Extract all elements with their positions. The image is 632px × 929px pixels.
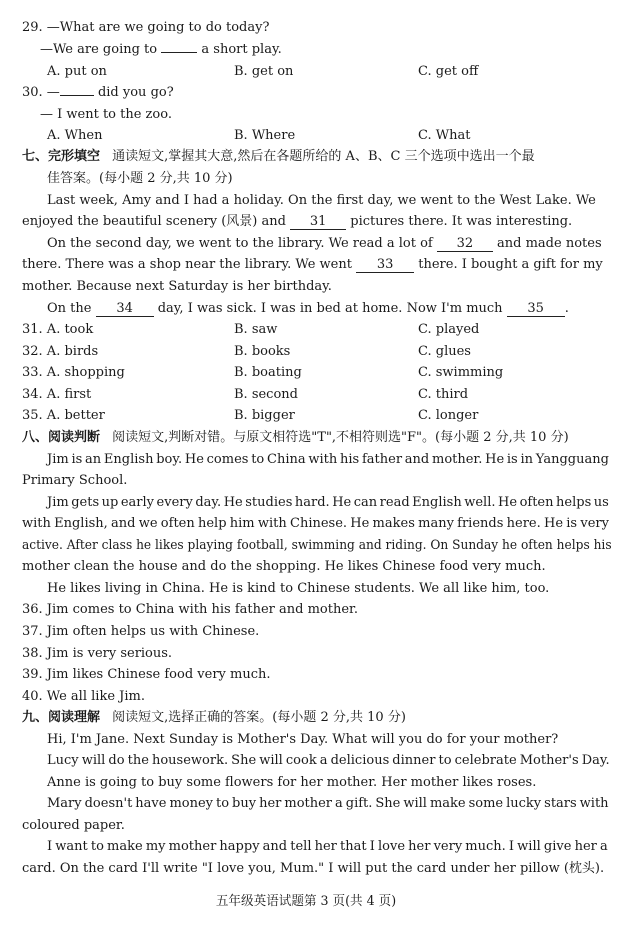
sec9-passage-line: Hi, I'm Jane. Next Sunday is Mother's Day. What will you do for your mother? (47, 732, 559, 747)
q30-option-c: C. What (418, 128, 471, 143)
sec7-instruction: 通读短文,掌握其大意,然后在各题所给的 A、B、C 三个选项中选出一个最 (112, 149, 535, 164)
option-c: C. glues (418, 344, 471, 359)
sec7-passage-line (22, 256, 603, 274)
judgement-question: 39. Jim likes Chinese food very much. (22, 667, 271, 682)
option-b: B. saw (234, 322, 278, 337)
q30-option-b: B. Where (234, 128, 296, 143)
option-b: B. second (234, 387, 298, 402)
sec7-passage-line: Last week, Amy and I had a holiday. On the first day, we went to the West Lake. We (47, 193, 596, 208)
passage-text: there. I bought a gift for my (418, 257, 603, 272)
sec8-heading-line (22, 429, 569, 447)
sec7-heading-line (22, 148, 535, 166)
sec9-heading: 九、阅读理解 (22, 710, 101, 725)
q29-answer-pre: —We are going to (40, 42, 158, 57)
judgement-question: 40. We all like Jim. (22, 689, 145, 704)
sec9-heading-line (22, 709, 406, 727)
q30-option-a: A. When (47, 128, 103, 143)
passage-text: On the second day, we went to the library. We read a lot of (47, 236, 433, 251)
sec7-instruction-2: 佳答案。(每小题 2 分,共 10 分) (47, 171, 233, 186)
sec7-passage-line (47, 300, 569, 318)
option-a: 31. A. took (22, 322, 94, 337)
option-a: 35. A. better (22, 408, 105, 423)
sec8-passage-line: He likes living in China. He is kind to Chinese students. We all like him, too. (47, 581, 550, 596)
passage-text: enjoyed the beautiful scenery (风景) and (22, 214, 286, 229)
option-b: B. books (234, 344, 291, 359)
blank-31: 31 (290, 215, 346, 230)
option-c: C. swimming (418, 365, 504, 380)
q30-num: 30. — (22, 85, 60, 100)
option-c: C. played (418, 322, 480, 337)
passage-text: day, I was sick. I was in bed at home. Now I'm much (157, 301, 503, 316)
q29-option-b: B. get on (234, 64, 294, 79)
q29-blank (161, 52, 197, 53)
sec9-passage-line: coloured paper. (22, 818, 125, 833)
q29-answer-line (40, 41, 282, 59)
sec8-instruction: 阅读短文,判断对错。与原文相符选"T",不相符则选"F"。(每小题 2 分,共 10 分) (112, 430, 569, 445)
option-b: B. bigger (234, 408, 295, 423)
blank-35: 35 (507, 302, 565, 317)
sec8-passage-line: Jim gets up early every day. He studies hard. He can read English well. He often helps us (47, 495, 609, 510)
q30-post: did you go? (97, 85, 174, 100)
option-a: 33. A. shopping (22, 365, 125, 380)
judgement-question: 36. Jim comes to China with his father and mother. (22, 602, 358, 617)
q30-blank (60, 95, 94, 96)
judgement-question: 37. Jim often helps us with Chinese. (22, 624, 260, 639)
sec9-passage-line: Lucy will do the housework. She will cook a delicious dinner to celebrate Mother's Day. (47, 753, 610, 768)
judgement-question: 38. Jim is very serious. (22, 646, 173, 661)
option-a: 34. A. first (22, 387, 92, 402)
sec9-passage-line: Anne is going to buy some flowers for her mother. Her mother likes roses. (47, 775, 537, 790)
sec8-passage-line: Primary School. (22, 473, 128, 488)
sec9-passage-line: Mary doesn't have money to buy her mother a gift. She will make some lucky stars with (47, 796, 609, 811)
passage-text: there. There was a shop near the library. We went (22, 257, 352, 272)
sec7-passage-line: mother. Because next Saturday is her birthday. (22, 279, 332, 294)
q29-option-c: C. get off (418, 64, 479, 79)
blank-33: 33 (356, 258, 414, 273)
q30-prompt (22, 84, 174, 102)
sec7-passage-line (22, 213, 572, 231)
sec8-passage-line: mother clean the house and do the shopping. He likes Chinese food very much. (22, 559, 546, 574)
passage-text: and made notes (497, 236, 602, 251)
sec8-heading: 八、阅读判断 (22, 430, 101, 445)
passage-text: . (564, 301, 569, 316)
sec9-instruction: 阅读短文,选择正确的答案。(每小题 2 分,共 10 分) (112, 710, 406, 725)
q29-answer-post: a short play. (201, 42, 282, 57)
passage-text: pictures there. It was interesting. (350, 214, 573, 229)
option-c: C. third (418, 387, 469, 402)
sec9-passage-line: I want to make my mother happy and tell her that I love her very much. I will give her a (47, 839, 608, 854)
sec8-passage-line: active. After class he likes playing football, swimming and riding. On Sunday he often helps his (22, 538, 612, 553)
option-b: B. boating (234, 365, 302, 380)
passage-text: On the (47, 301, 92, 316)
sec8-passage-line: with English, and we often help him with Chinese. He makes many friends here. He is very (22, 516, 609, 531)
sec9-passage-line: card. On the card I'll write "I love you, Mum." I will put the card under her pillow (枕头). (22, 861, 605, 876)
q29-prompt: 29. —What are we going to do today? (22, 20, 270, 35)
option-c: C. longer (418, 408, 479, 423)
sec8-passage-line: Jim is an English boy. He comes to China with his father and mother. He is in Yangguang (47, 452, 609, 467)
sec7-passage-line (47, 235, 602, 253)
sec7-heading: 七、完形填空 (22, 149, 101, 164)
blank-34: 34 (96, 302, 154, 317)
blank-32: 32 (437, 237, 493, 252)
page-footer: 五年级英语试题第 3 页(共 4 页) (215, 894, 397, 909)
q29-option-a: A. put on (47, 64, 107, 79)
option-a: 32. A. birds (22, 344, 99, 359)
q30-reply: — I went to the zoo. (40, 107, 172, 122)
